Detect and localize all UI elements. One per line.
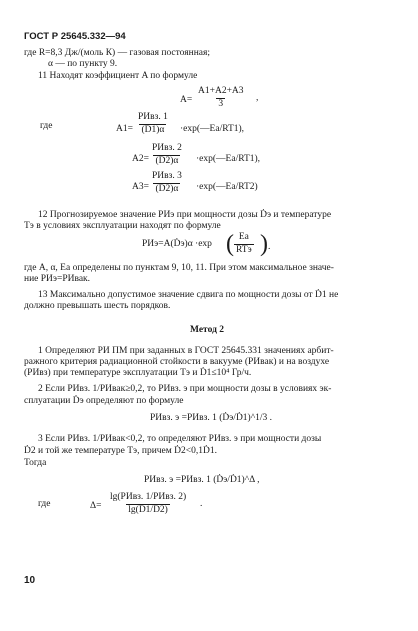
formula-a-fraction bbox=[196, 87, 246, 109]
formula-rie-left-paren: ( bbox=[226, 231, 234, 257]
formula-delta-numerator: lg(РИвз. 1/РИвз. 2) bbox=[110, 492, 187, 502]
formula-a1-numerator: РИвз. 1 bbox=[138, 112, 168, 122]
alpha-line: α — по пункту 9. bbox=[48, 59, 118, 69]
item-12-line-3: где A, α, Eа определены по пунктам 9, 10, 11. При этом максимальное значе- bbox=[24, 263, 334, 273]
formula-a2-lhs: A2= bbox=[132, 154, 149, 164]
formula-a3-tail: ·exp(—Eа/RT2) bbox=[196, 182, 258, 192]
method-2-item-1-line-2: ражного критерия радиационной стойкости в вакууме (РИвак) и на воздухе bbox=[24, 357, 330, 367]
formula-rie-denominator: RTэ bbox=[236, 244, 252, 255]
method-2-item-1-line-1: 1 Определяют РИ ПМ при заданных в ГОСТ 25645.331 значениях арбит- bbox=[38, 346, 334, 356]
method-2-item-3-line-3: Тогда bbox=[24, 458, 47, 468]
formula-a1-denominator: (Ḋ1)α bbox=[141, 124, 165, 135]
formula-a1-lhs: A1= bbox=[116, 124, 133, 134]
formula-rie-lhs: РИэ=A(Ḋэ)α ·exp bbox=[142, 239, 212, 249]
formula-a3-denominator: (Ḋ2)α bbox=[155, 183, 179, 194]
method-2-item-3-line-1: 3 Если РИвз. 1/РИвак<0,2, то определяют РИвз. э при мощности дозы bbox=[38, 434, 322, 444]
formula-rie-tail: . bbox=[268, 242, 271, 252]
item-12-line-4: ние РИэ=РИвак. bbox=[24, 274, 91, 284]
formula-a2-numerator: РИвз. 2 bbox=[152, 143, 182, 153]
formula-a3-fraction bbox=[150, 172, 184, 194]
formula-a1-fraction bbox=[136, 113, 170, 135]
item-13-line-2: должно превышать шесть порядков. bbox=[24, 301, 171, 311]
formula-a-numerator: A1+A2+A3 bbox=[198, 86, 244, 96]
item-12-line-2: Tэ в условиях эксплуатации находят по формуле bbox=[24, 221, 221, 231]
method-2-item-1-line-3: (РИвз) при температуре эксплуатации Tэ и Ḋ1≤10⁴ Гр/ч. bbox=[24, 368, 252, 378]
gas-constant-line: где R=8,3 Дж/(моль К) — газовая постоянная; bbox=[24, 48, 211, 58]
formula-delta-fraction bbox=[108, 493, 188, 515]
formula-delta-denominator: lg(Ḋ1/Ḋ2) bbox=[128, 504, 168, 515]
formula-rie-right-paren: ) bbox=[260, 231, 268, 257]
formula-a3-lhs: A3= bbox=[132, 182, 149, 192]
method-2-item-2-line-2: сплуатации Ḋэ определяют по формуле bbox=[24, 396, 184, 406]
formula-rie-numerator: Eа bbox=[238, 232, 249, 242]
formula-delta-tail: . bbox=[200, 499, 203, 509]
formula-a1-tail: ·exp(—Eа/RT1), bbox=[180, 124, 245, 134]
method-2-formula: РИвз. э =РИвз. 1 (Ḋэ/Ḋ1)^1/3 . bbox=[150, 413, 273, 423]
formula-a2-tail: ·exp(—Eа/RT1), bbox=[196, 154, 261, 164]
item-13-line-1: 13 Максимально допустимое значение сдвига по мощности дозы от Ḋ1 не bbox=[38, 290, 339, 300]
item-11-line: 11 Находят коэффициент A по формуле bbox=[38, 71, 198, 81]
method-2-delta-formula: РИвз. э =РИвз. 1 (Ḋэ/Ḋ1)^Δ , bbox=[144, 475, 260, 485]
method-2-heading: Метод 2 bbox=[190, 325, 225, 335]
method-2-item-2-line-1: 2 Если РИвз. 1/РИвак≥0,2, то РИвз. э при мощности дозы в условиях эк- bbox=[38, 384, 332, 394]
where-label-2: где bbox=[38, 499, 51, 509]
formula-a-lhs: A= bbox=[180, 95, 193, 105]
formula-a2-fraction bbox=[150, 144, 184, 166]
page-number: 10 bbox=[24, 575, 36, 586]
formula-a2-denominator: (Ḋ2)α bbox=[155, 155, 179, 166]
document-header: ГОСТ Р 25645.332—94 bbox=[24, 31, 126, 42]
where-label-1: где bbox=[40, 121, 53, 131]
formula-delta-lhs: Δ= bbox=[90, 501, 102, 511]
formula-a3-numerator: РИвз. 3 bbox=[152, 171, 182, 181]
item-12-line-1: 12 Прогнозируемое значение РИэ при мощности дозы Ḋэ и температуре bbox=[38, 210, 332, 220]
formula-rie-fraction bbox=[234, 233, 254, 255]
formula-a-tail: , bbox=[256, 93, 259, 103]
method-2-item-3-line-2: Ḋ2 и той же температуре Tэ, причем Ḋ2<0,1Ḋ1. bbox=[24, 446, 217, 456]
formula-a-denominator: 3 bbox=[218, 98, 224, 109]
